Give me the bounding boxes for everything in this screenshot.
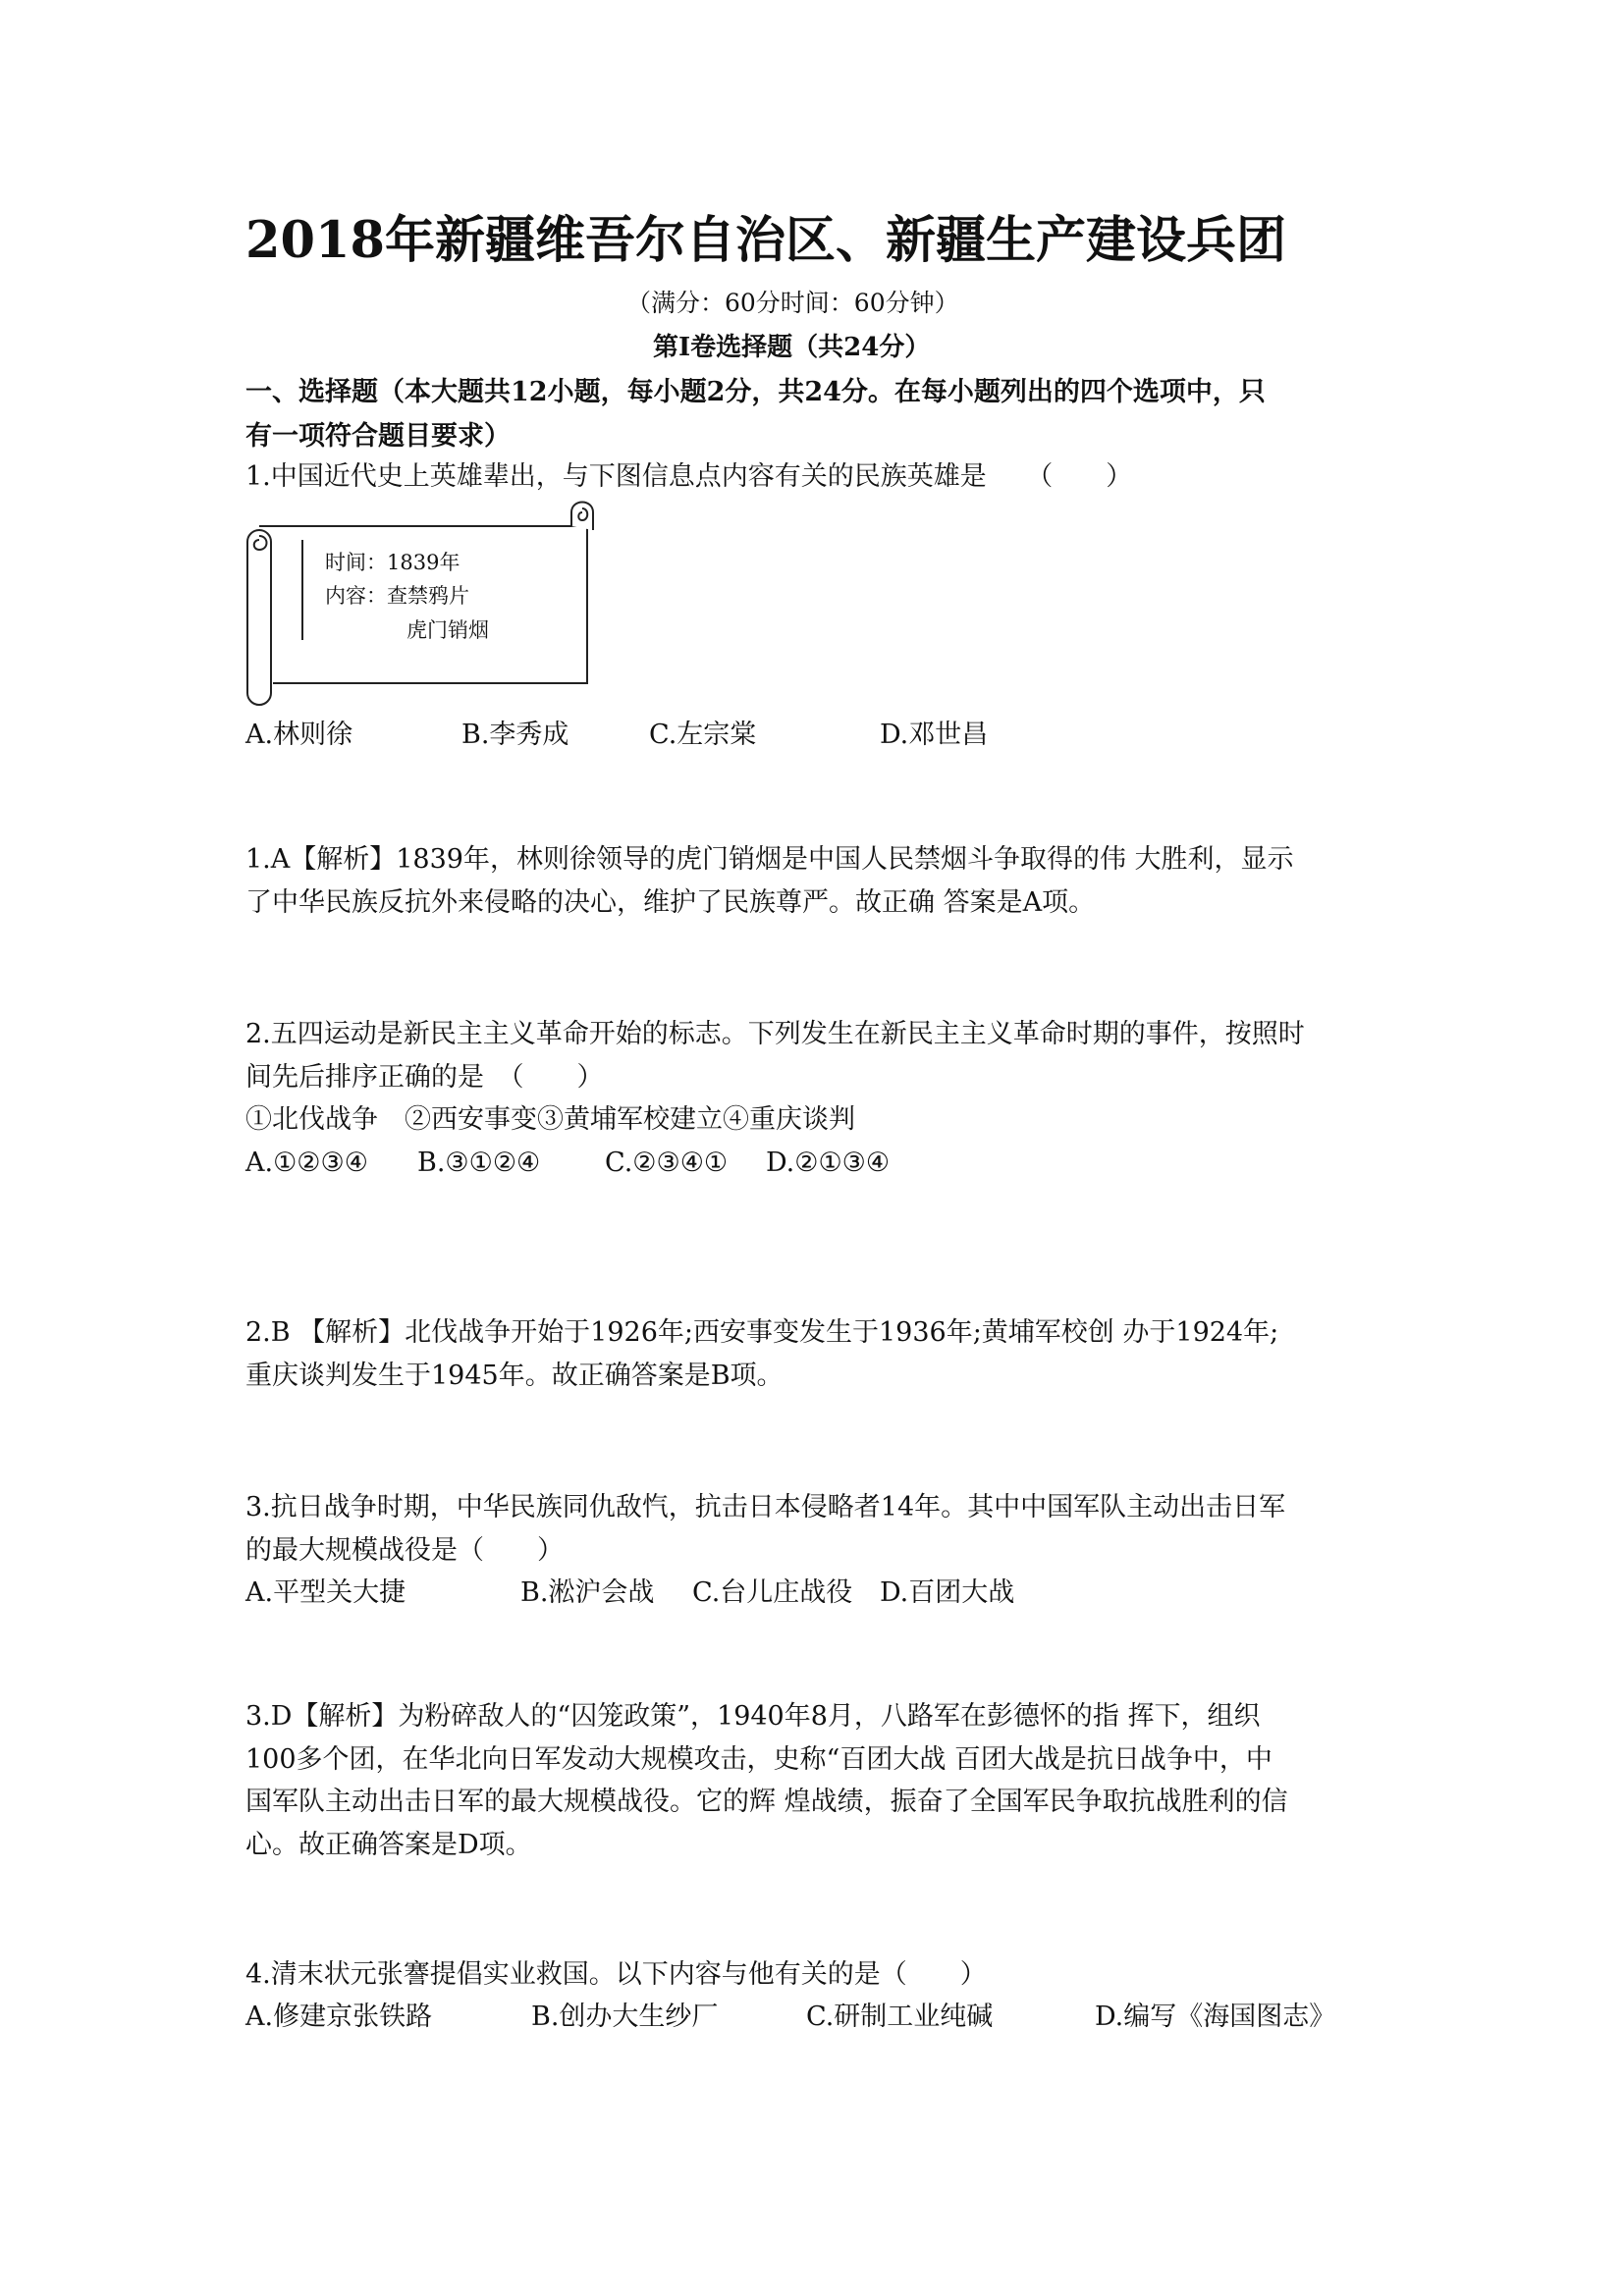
q3-stem-line1: 3.抗日战争时期，中华民族同仇敌忾，抗击日本侵略者14年。其中中国军队主动出击日军 [245,1492,1286,1522]
q3-option-a: A.平型关大捷 [245,1577,406,1608]
q3-answer-line4: 心。故正确答案是D项。 [245,1830,532,1860]
q1-answer-line1: 1.A【解析】1839年，林则徐领导的虎门销烟是中国人民禁烟斗争取得的伟 大胜利，显示 [245,844,1294,875]
q2-option-d: D.②①③④ [766,1148,891,1178]
q2-answer-line1: 2.B 【解析】北伐战争开始于1926年;西安事变发生于1936年;黄埔军校创 办于1924年; [245,1317,1279,1348]
q2-option-b: B.③①②④ [417,1148,541,1178]
page-title: 2018年新疆维吾尔自治区、新疆生产建设兵团 [245,211,1286,270]
q2-option-c: C.②③④① [605,1148,729,1178]
section-heading-line1: 一、选择题（本大题共12小题，每小题2分，共24分。在每小题列出的四个选项中，只 [245,377,1266,407]
scroll-line-time: 时间：1839年 [325,551,460,574]
volume-title: 第Ⅰ卷选择题（共24分） [653,333,931,362]
q3-option-c: C.台儿庄战役 [692,1577,853,1608]
q2-items: ①北伐战争 ②西安事变③黄埔军校建立④重庆谈判 [245,1104,855,1135]
q1-answer-line2: 了中华民族反抗外来侵略的决心，维护了民族尊严。故正确 答案是A项。 [245,887,1096,918]
q2-option-a: A.①②③④ [245,1148,368,1178]
q1-option-a: A.林则徐 [245,720,353,750]
q1-option-c: C.左宗棠 [649,720,757,750]
q4-stem: 4.清末状元张謇提倡实业救国。以下内容与他有关的是（ ） [245,1959,987,1990]
q2-stem-line2: 间先后排序正确的是 （ ） [245,1062,604,1093]
q2-answer-line2: 重庆谈判发生于1945年。故正确答案是B项。 [245,1361,784,1391]
q3-option-d: D.百团大战 [880,1577,1015,1608]
exam-info: （满分：60分时间：60分钟） [626,289,959,317]
question-1-stem: 1.中国近代史上英雄辈出，与下图信息点内容有关的民族英雄是 （ ） [245,461,1133,492]
scroll-line-event: 虎门销烟 [406,618,489,642]
scroll-line-content: 内容：查禁鸦片 [325,584,469,608]
q4-option-b: B.创办大生纱厂 [531,2002,719,2032]
q3-answer-line1: 3.D【解析】为粉碎敌人的“囚笼政策”，1940年8月，八路军在彭德怀的指 挥下，组织 [245,1701,1261,1732]
section-heading-line2: 有一项符合题目要求） [245,421,511,452]
q3-answer-line2: 100多个团，在华北向日军发动大规模攻击，史称“百团大战 百团大战是抗日战争中，中 [245,1744,1272,1775]
q3-stem-line2: 的最大规模战役是（ ） [245,1535,564,1566]
q3-option-b: B.淞沪会战 [520,1577,655,1608]
q1-option-b: B.李秀成 [461,720,569,750]
q1-option-d: D.邓世昌 [880,720,989,750]
q4-option-a: A.修建京张铁路 [245,2002,433,2032]
q2-stem-line1: 2.五四运动是新民主主义革命开始的标志。下列发生在新民主主义革命时期的事件，按照时 [245,1019,1305,1049]
q3-answer-line3: 国军队主动出击日军的最大规模战役。它的辉 煌战绩，振奋了全国军民争取抗战胜利的信 [245,1787,1288,1817]
q4-option-d: D.编写《海国图志》 [1095,2002,1336,2032]
q4-option-c: C.研制工业纯碱 [806,2002,994,2032]
